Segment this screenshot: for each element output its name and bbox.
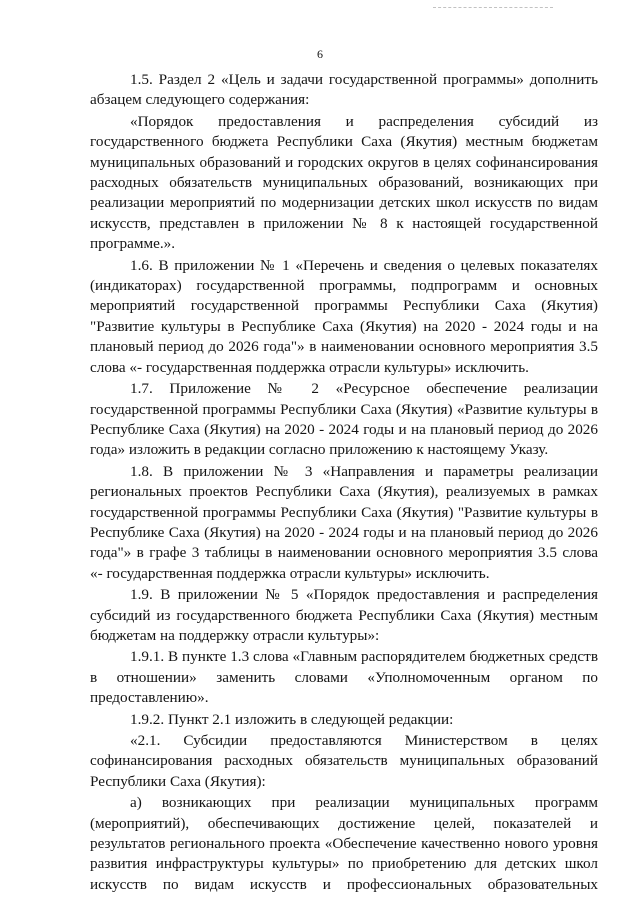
paragraph-subitem-a: а) возникающих при реализации муниципальных программ (мероприятий), обеспечивающих достижение целей, показателей и результатов регионального проекта «Обеспечение качественно нового уровня развития инфраструктуры культуры» по приобретению для детских школ искусств по видам искусств и профессиональных образовательных bbox=[90, 794, 598, 893]
paragraph-1-5: 1.5. Раздел 2 «Цель и задачи государственной программы» дополнить абзацем следующего содержания: bbox=[90, 71, 598, 109]
paragraph-1-8: 1.8. В приложении № 3 «Направления и параметры реализации региональных проектов Республики Саха (Якутия), реализуемых в рамках государственной программы Республики Саха (Якутия) "Развитие культуры в Республике Саха (Якутия) на 2020 - 2024 годы и на плановый период до 2026 года"» в графе 3 таблицы в наименовании основного мероприятия 3.5 слова «- государственная поддержка отрасли культуры» исключить. bbox=[90, 462, 598, 582]
paragraph-2-1: «2.1. Субсидии предоставляются Министерством в целях софинансирования расходных обязательств муниципальных образований Республики Саха (Якутия): bbox=[90, 732, 598, 790]
paragraph-1-7: 1.7. Приложение № 2 «Ресурсное обеспечение реализации государственной программы Республики Саха (Якутия) «Развитие культуры в Республике Саха (Якутия) на 2020 - 2024 годы и на плановый период до 2026 года» изложить в редакции согласно приложению к настоящему Указу. bbox=[90, 380, 598, 459]
paragraph-1-9-2: 1.9.2. Пункт 2.1 изложить в следующей редакции: bbox=[130, 710, 454, 728]
paragraph-1-9-1: 1.9.1. В пункте 1.3 слова «Главным распорядителем бюджетных средств в отношении» заменить словами «Уполномоченным органом по предоставлению». bbox=[90, 648, 598, 707]
top-edge-mark bbox=[433, 7, 553, 11]
paragraph-1-6: 1.6. В приложении № 1 «Перечень и сведения о целевых показателях (индикаторах) государственной программы, подпрограмм и основных мероприятий государственной программы Республики Саха (Якутия) "Развитие культуры в Республике Саха (Якутия) на 2020 - 2024 годы и на плановый период до 2026 года"» в наименовании основного мероприятия 3.5 слова «- государственная поддержка отрасли культуры» исключить. bbox=[90, 256, 598, 376]
paragraph-quote-procedure: «Порядок предоставления и распределения субсидий из государственного бюджета Республики Саха (Якутия) местным бюджетам муниципальных образований и городских округов в целях софинансирования расходных обязательств муниципальных образований, возникающих при реализации мероприятий по модернизации детских школ искусств по видам искусств, представлен в приложении № 8 к настоящей государственной программе.». bbox=[90, 112, 598, 253]
document-body bbox=[90, 70, 598, 896]
paragraph-1-9: 1.9. В приложении № 5 «Порядок предоставления и распределения субсидий из государственного бюджета Республики Саха (Якутия) местным бюджетам на поддержку отрасли культуры»: bbox=[90, 586, 598, 644]
page-number: 6 bbox=[317, 47, 323, 61]
